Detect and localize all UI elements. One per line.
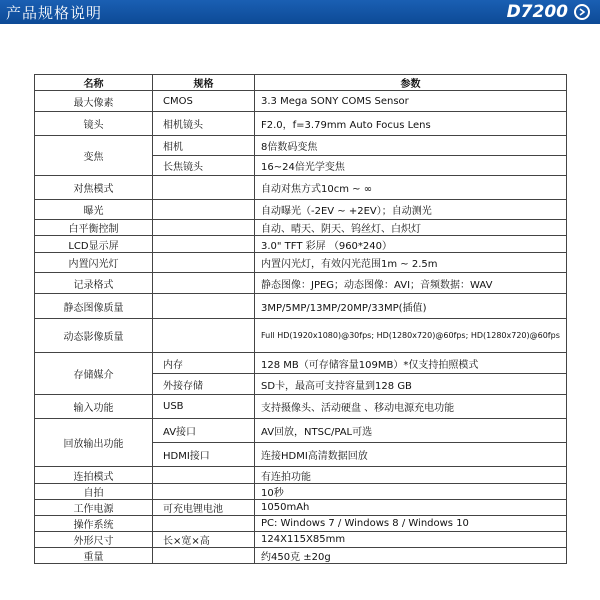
column-header: 参数 (255, 75, 567, 91)
row-spec: AV接口 (153, 419, 255, 443)
table-row (35, 395, 567, 419)
table-row (35, 484, 567, 500)
row-name: 对焦模式 (35, 176, 153, 200)
row-name: 曝光 (35, 200, 153, 220)
row-value: 约450克 ±20g (255, 548, 567, 564)
table-row (35, 176, 567, 200)
row-spec (153, 273, 255, 294)
model-label: D7200 (506, 2, 568, 22)
row-spec (153, 200, 255, 220)
row-spec: 可充电锂电池 (153, 500, 255, 516)
row-value: 连接HDMI高清数据回放 (255, 443, 567, 467)
row-spec (153, 220, 255, 236)
row-name: 存储媒介 (35, 353, 153, 395)
row-value: 16~24倍光学变焦 (255, 156, 567, 176)
row-spec: CMOS (153, 91, 255, 112)
row-spec (153, 294, 255, 319)
row-name: LCD显示屏 (35, 236, 153, 253)
row-value: PC: Windows 7 / Windows 8 / Windows 10 (255, 516, 567, 532)
row-name: 内置闪光灯 (35, 253, 153, 273)
column-header: 规格 (153, 75, 255, 91)
row-value: SD卡，最高可支持容量到128 GB (255, 374, 567, 395)
table-row (35, 548, 567, 564)
row-spec: 长×宽×高 (153, 532, 255, 548)
table-row (35, 294, 567, 319)
row-name: 重量 (35, 548, 153, 564)
table-row (35, 236, 567, 253)
play-circle-icon[interactable] (574, 4, 590, 20)
row-value: 自动、晴天、阴天、钨丝灯、白炽灯 (255, 220, 567, 236)
spec-table (34, 74, 567, 564)
table-row (35, 200, 567, 220)
row-spec (153, 516, 255, 532)
column-header: 名称 (35, 75, 153, 91)
row-spec (153, 467, 255, 484)
header-right (507, 2, 600, 22)
row-spec (153, 236, 255, 253)
table-row (35, 467, 567, 484)
row-value: 静态图像：JPEG；动态图像：AVI；音频数据：WAV (255, 273, 567, 294)
row-spec: 长焦镜头 (153, 156, 255, 176)
row-value: 自动对焦方式10cm ~ ∞ (255, 176, 567, 200)
table-row (35, 500, 567, 516)
row-spec: HDMI接口 (153, 443, 255, 467)
row-spec (153, 319, 255, 353)
row-spec (153, 484, 255, 500)
header-bar (0, 0, 600, 24)
row-spec (153, 548, 255, 564)
row-value: Full HD(1920x1080)@30fps; HD(1280x720)@60fps; HD(1280x720)@60fps (255, 319, 567, 353)
row-value: F2.0，f=3.79mm Auto Focus Lens (255, 112, 567, 136)
row-value: 有连拍功能 (255, 467, 567, 484)
row-name: 回放输出功能 (35, 419, 153, 467)
row-value: 内置闪光灯，有效闪光范围1m ~ 2.5m (255, 253, 567, 273)
row-name: 记录格式 (35, 273, 153, 294)
row-value: 1050mAh (255, 500, 567, 516)
row-name: 操作系统 (35, 516, 153, 532)
row-name: 自拍 (35, 484, 153, 500)
row-value: 支持摄像头、活动硬盘 、移动电源充电功能 (255, 395, 567, 419)
row-value: 3.3 Mega SONY COMS Sensor (255, 91, 567, 112)
table-row (35, 112, 567, 136)
table-row (35, 273, 567, 294)
table-row (35, 532, 567, 548)
row-name: 外形尺寸 (35, 532, 153, 548)
row-spec: 外接存储 (153, 374, 255, 395)
row-value: 自动曝光（-2EV ~ +2EV）；自动测光 (255, 200, 567, 220)
row-name: 变焦 (35, 136, 153, 176)
row-value: AV回放，NTSC/PAL可选 (255, 419, 567, 443)
row-value: 8倍数码变焦 (255, 136, 567, 156)
row-value: 124X115X85mm (255, 532, 567, 548)
row-spec: 相机 (153, 136, 255, 156)
row-name: 最大像素 (35, 91, 153, 112)
row-name: 输入功能 (35, 395, 153, 419)
row-name: 静态图像质量 (35, 294, 153, 319)
table-row (35, 419, 567, 443)
row-spec: 相机镜头 (153, 112, 255, 136)
table-row (35, 253, 567, 273)
row-name: 镜头 (35, 112, 153, 136)
row-value: 10秒 (255, 484, 567, 500)
table-row (35, 516, 567, 532)
row-value: 128 MB（可存储容量109MB）*仅支持拍照模式 (255, 353, 567, 374)
table-header-row (35, 75, 567, 91)
page-title: 产品规格说明 (6, 3, 103, 22)
table-row (35, 136, 567, 156)
row-name: 工作电源 (35, 500, 153, 516)
table-row (35, 91, 567, 112)
row-value: 3MP/5MP/13MP/20MP/33MP(插值) (255, 294, 567, 319)
row-name: 动态影像质量 (35, 319, 153, 353)
table-row (35, 353, 567, 374)
row-name: 连拍模式 (35, 467, 153, 484)
row-spec (153, 176, 255, 200)
row-spec: 内存 (153, 353, 255, 374)
row-value: 3.0" TFT 彩屏 （960*240） (255, 236, 567, 253)
table-row (35, 220, 567, 236)
row-spec (153, 253, 255, 273)
row-spec: USB (153, 395, 255, 419)
table-row (35, 319, 567, 353)
row-name: 白平衡控制 (35, 220, 153, 236)
